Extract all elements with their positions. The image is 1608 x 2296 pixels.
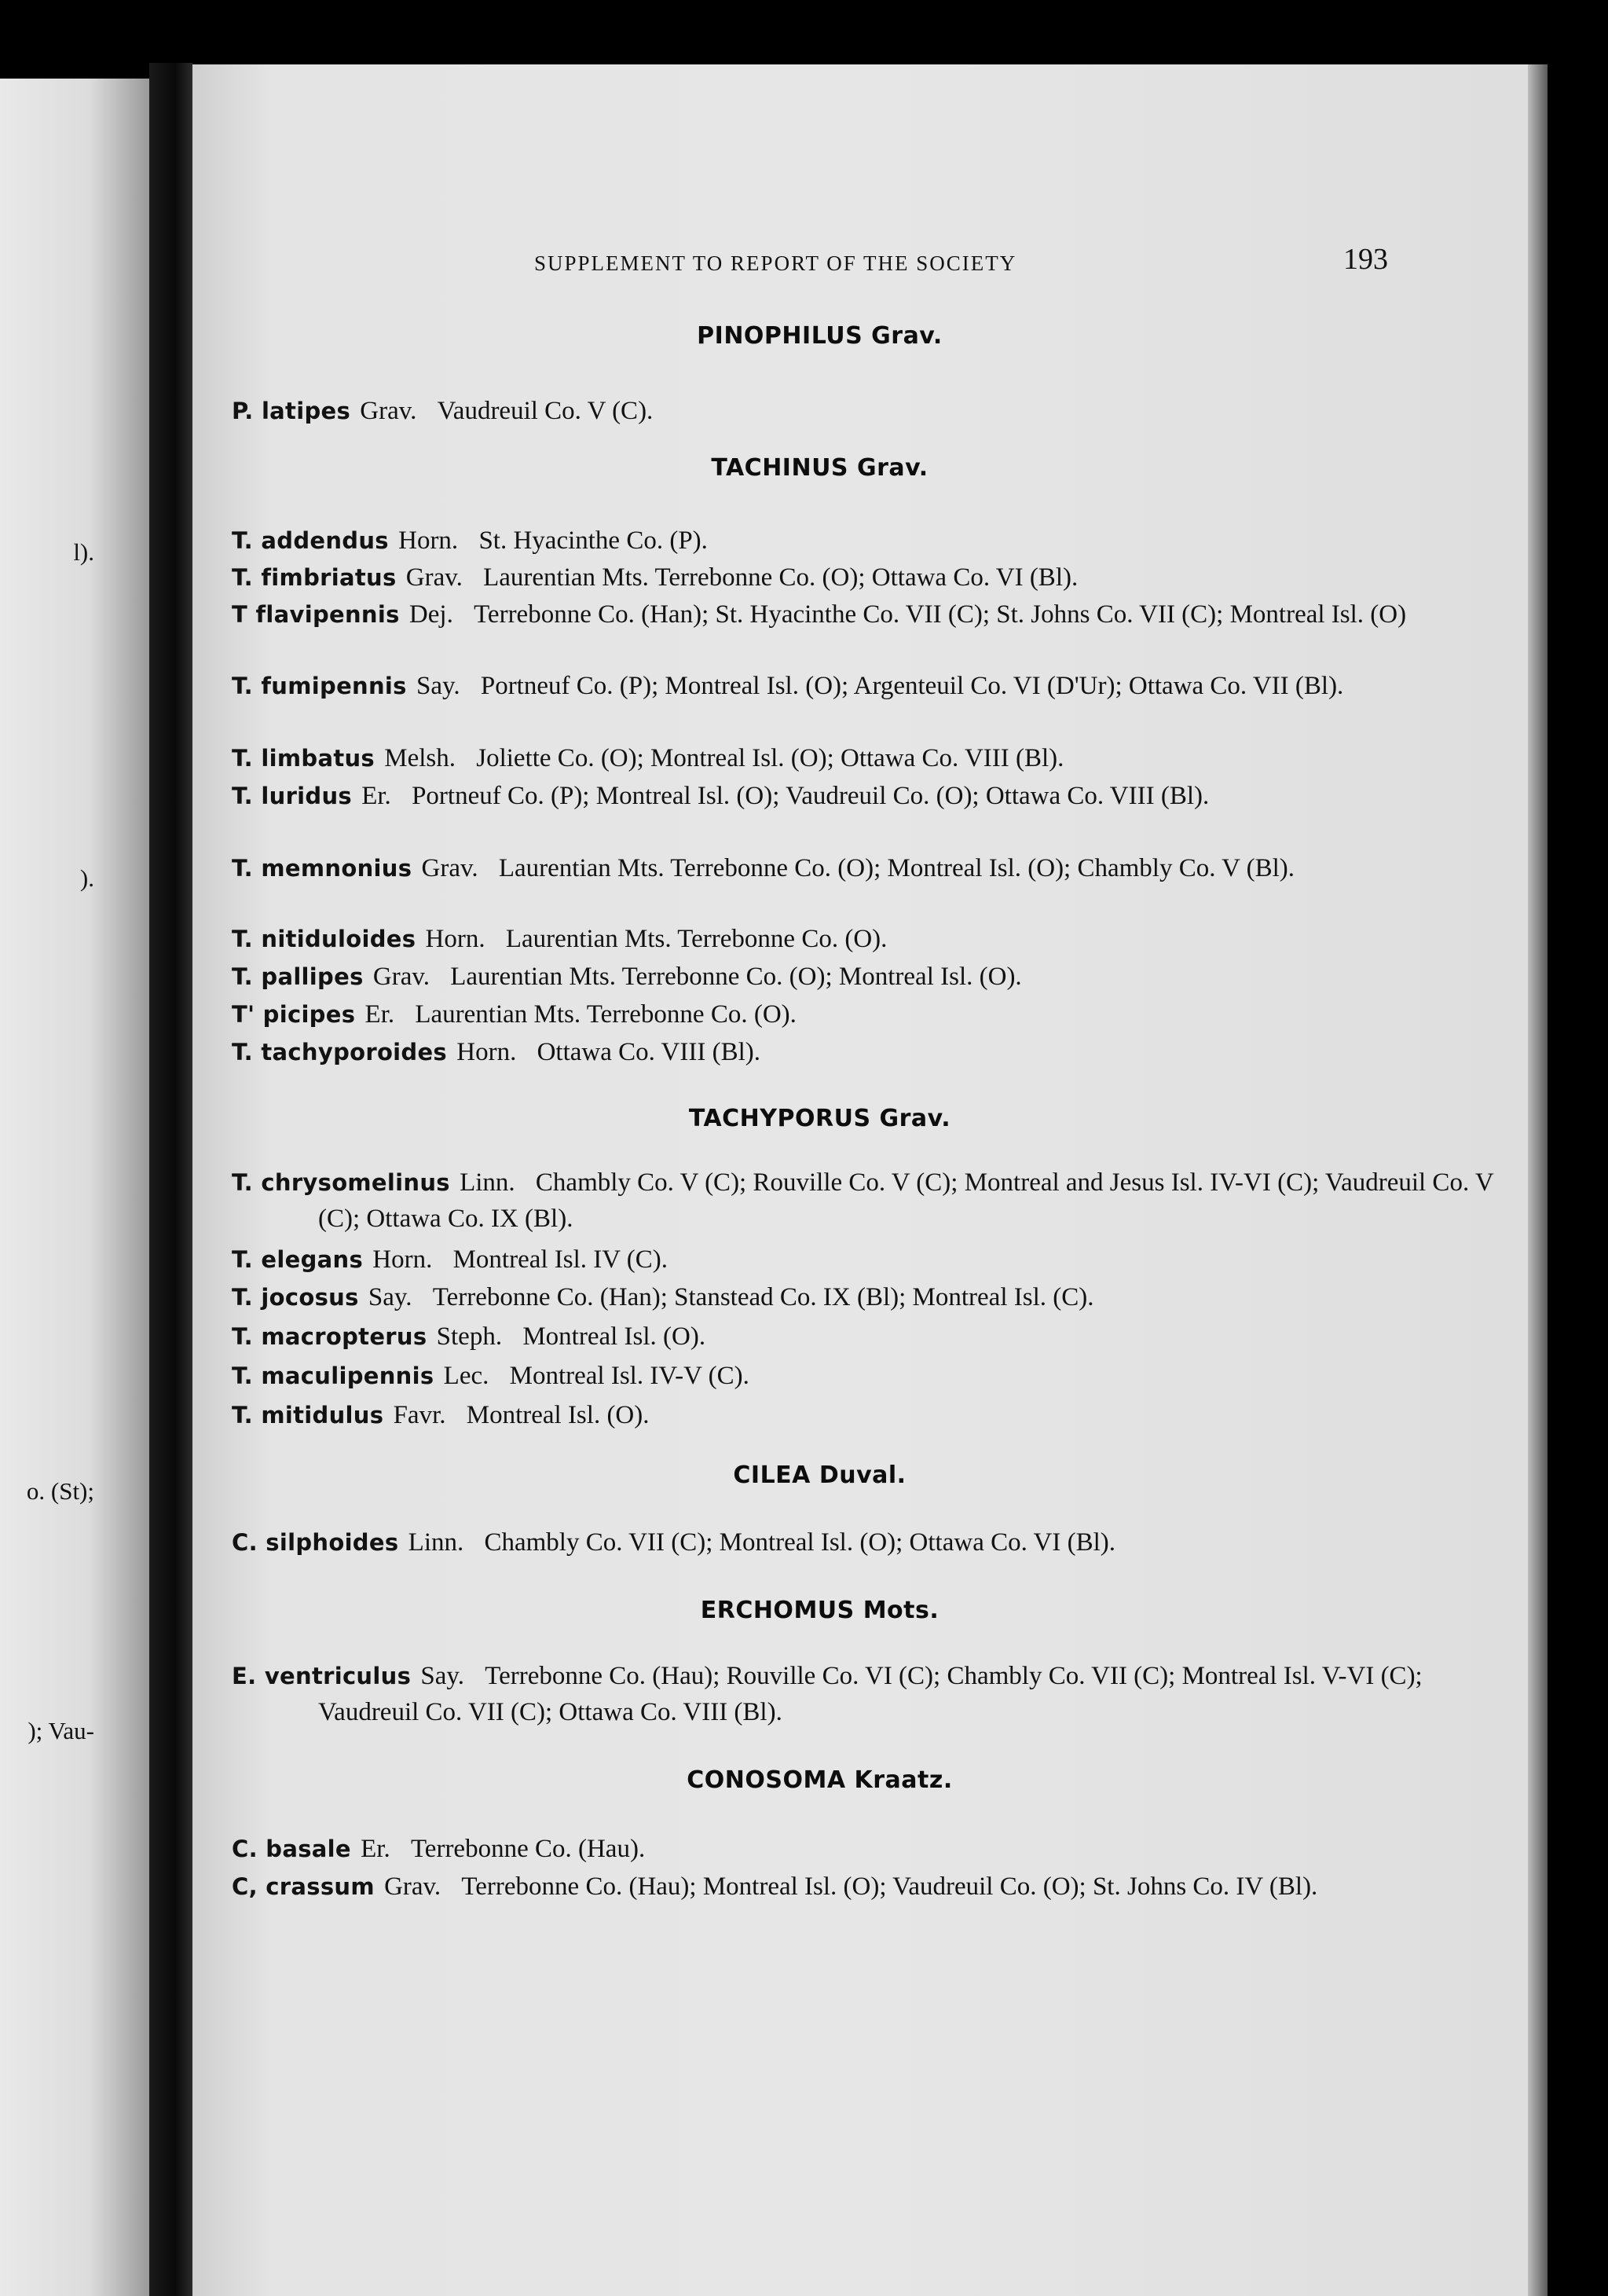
species-entry	[232, 1034, 1512, 1070]
species-author: Say.	[416, 672, 460, 700]
species-entry	[232, 959, 1512, 995]
species-localities: Joliette Co. (O); Montreal Isl. (O); Ottawa Co. VIII (Bl).	[476, 744, 1064, 772]
species-localities: Chambly Co. V (C); Rouville Co. V (C); Montreal and Jesus Isl. IV-VI (C); Vaudreuil Co. V (C); Ottawa Co. IX (Bl).	[318, 1168, 1494, 1233]
species-entry	[232, 778, 1512, 814]
book-spine	[149, 63, 192, 2296]
species-name: E. ventriculus	[232, 1663, 412, 1689]
facing-page-text: o. (St);	[26, 1477, 94, 1505]
species-author: Dej.	[408, 600, 453, 629]
species-author: Er.	[361, 1835, 390, 1863]
species-author: Horn.	[398, 526, 459, 555]
species-localities: Portneuf Co. (P); Montreal Isl. (O); Argenteuil Co. VI (D'Ur); Ottawa Co. VII (Bl).	[480, 672, 1344, 700]
species-author: Grav.	[372, 963, 430, 991]
species-name: T. chrysomelinus	[232, 1169, 450, 1196]
page-edge-shadow	[1528, 64, 1548, 2296]
species-name: T. tachyporoides	[232, 1039, 447, 1065]
species-entry	[232, 1358, 1512, 1394]
species-entry	[232, 1397, 1512, 1433]
species-author: Steph.	[436, 1322, 503, 1351]
species-localities: Terrebonne Co. (Hau).	[410, 1835, 646, 1863]
species-localities: Vaudreuil Co. V (C).	[437, 397, 654, 425]
species-entry	[232, 596, 1512, 633]
species-entry	[232, 523, 1512, 559]
species-entry	[232, 740, 1512, 776]
facing-page-text: ).	[79, 864, 94, 892]
species-localities: Chambly Co. VII (C); Montreal Isl. (O); Ottawa Co. VI (Bl).	[484, 1528, 1115, 1557]
species-localities: Laurentian Mts. Terrebonne Co. (O).	[415, 1000, 797, 1029]
species-author: Horn.	[425, 925, 485, 953]
species-name: T. nitiduloides	[232, 926, 416, 952]
species-entry	[232, 1831, 1512, 1867]
species-entry	[232, 850, 1512, 886]
species-localities: Portneuf Co. (P); Montreal Isl. (O); Vaudreuil Co. (O); Ottawa Co. VIII (Bl).	[412, 782, 1210, 810]
page-number: 193	[1343, 243, 1388, 276]
species-entry	[232, 393, 1512, 429]
species-author: Er.	[361, 782, 391, 810]
species-localities: St. Hyacinthe Co. (P).	[478, 526, 708, 555]
genus-heading: ERCHOMUS Mots.	[700, 1597, 940, 1624]
species-name: C. silphoides	[232, 1529, 399, 1556]
facing-page-fragment	[0, 79, 149, 2296]
species-name: T. mitidulus	[232, 1402, 384, 1429]
species-name: T. elegans	[232, 1246, 364, 1273]
facing-page-text: l).	[73, 538, 94, 566]
species-localities: Montreal Isl. (O).	[466, 1401, 650, 1429]
species-localities: Terrebonne Co. (Hau); Montreal Isl. (O); Vaudreuil Co. (O); St. Johns Co. IV (Bl).	[461, 1872, 1318, 1901]
species-localities: Ottawa Co. VIII (Bl).	[537, 1038, 760, 1066]
species-localities: Laurentian Mts. Terrebonne Co. (O).	[505, 925, 888, 953]
species-author: Favr.	[393, 1401, 446, 1429]
species-name: T. pallipes	[232, 963, 364, 990]
species-name: C. basale	[232, 1836, 351, 1862]
species-entry	[232, 1279, 1512, 1315]
species-author: Grav.	[360, 397, 417, 425]
genus-heading: TACHINUS Grav.	[711, 454, 929, 482]
species-entry	[232, 1524, 1512, 1561]
species-entry	[232, 1242, 1512, 1278]
genus-heading: CILEA Duval.	[733, 1462, 907, 1489]
species-author: Grav.	[405, 563, 463, 592]
species-name: T' picipes	[232, 1001, 356, 1028]
species-name: C, crassum	[232, 1873, 375, 1900]
species-author: Horn.	[456, 1038, 517, 1066]
species-name: T. fumipennis	[232, 673, 407, 699]
species-entry	[232, 668, 1512, 704]
species-localities: Terrebonne Co. (Han); Stanstead Co. IX (Bl); Montreal Isl. (C).	[432, 1283, 1094, 1311]
species-entry	[232, 1658, 1512, 1730]
species-author: Er.	[364, 1000, 395, 1029]
species-entry	[232, 559, 1512, 596]
species-localities: Montreal Isl. IV-V (C).	[509, 1362, 749, 1390]
species-author: Linn.	[408, 1528, 464, 1557]
genus-heading: PINOPHILUS Grav.	[697, 322, 943, 350]
species-author: Lec.	[443, 1362, 489, 1390]
species-author: Grav.	[384, 1872, 441, 1901]
species-localities: Laurentian Mts. Terrebonne Co. (O); Montreal Isl. (O); Chambly Co. V (Bl).	[498, 854, 1295, 882]
species-localities: Montreal Isl. IV (C).	[452, 1245, 668, 1274]
species-author: Grav.	[421, 854, 478, 882]
species-localities: Terrebonne Co. (Hau); Rouville Co. VI (C); Chambly Co. VII (C); Montreal Isl. V-VI (C); Vaudreuil Co. VII (C); Ottawa Co. VIII (Bl).	[318, 1662, 1423, 1726]
species-entry	[232, 1869, 1512, 1905]
species-name: T. limbatus	[232, 745, 375, 772]
species-name: T. memnonius	[232, 855, 412, 882]
species-entry	[232, 1319, 1512, 1355]
species-entry	[232, 1165, 1512, 1237]
species-name: T flavipennis	[232, 601, 400, 628]
species-author: Horn.	[372, 1245, 433, 1274]
species-name: T. addendus	[232, 527, 389, 554]
genus-heading: CONOSOMA Kraatz.	[687, 1766, 953, 1794]
species-name: T. jocosus	[232, 1284, 359, 1311]
species-name: T. fimbriatus	[232, 564, 397, 591]
species-name: T. luridus	[232, 783, 352, 809]
species-name: T. maculipennis	[232, 1363, 434, 1389]
species-author: Say.	[368, 1283, 412, 1311]
species-author: Say.	[420, 1662, 464, 1690]
species-entry	[232, 921, 1512, 957]
species-author: Melsh.	[384, 744, 456, 772]
genus-heading: TACHYPORUS Grav.	[688, 1105, 951, 1132]
species-localities: Laurentian Mts. Terrebonne Co. (O); Montreal Isl. (O).	[450, 963, 1022, 991]
species-localities: Terrebonne Co. (Han); St. Hyacinthe Co. VII (C); St. Johns Co. VII (C); Montreal Isl. (O)	[474, 600, 1407, 629]
species-author: Linn.	[460, 1168, 515, 1197]
running-head: SUPPLEMENT TO REPORT OF THE SOCIETY	[534, 251, 1017, 275]
species-localities: Montreal Isl. (O).	[522, 1322, 706, 1351]
facing-page-text: ); Vau-	[27, 1717, 94, 1744]
species-name: P. latipes	[232, 398, 351, 424]
species-name: T. macropterus	[232, 1323, 427, 1350]
species-entry	[232, 996, 1512, 1032]
species-localities: Laurentian Mts. Terrebonne Co. (O); Ottawa Co. VI (Bl).	[483, 563, 1079, 592]
